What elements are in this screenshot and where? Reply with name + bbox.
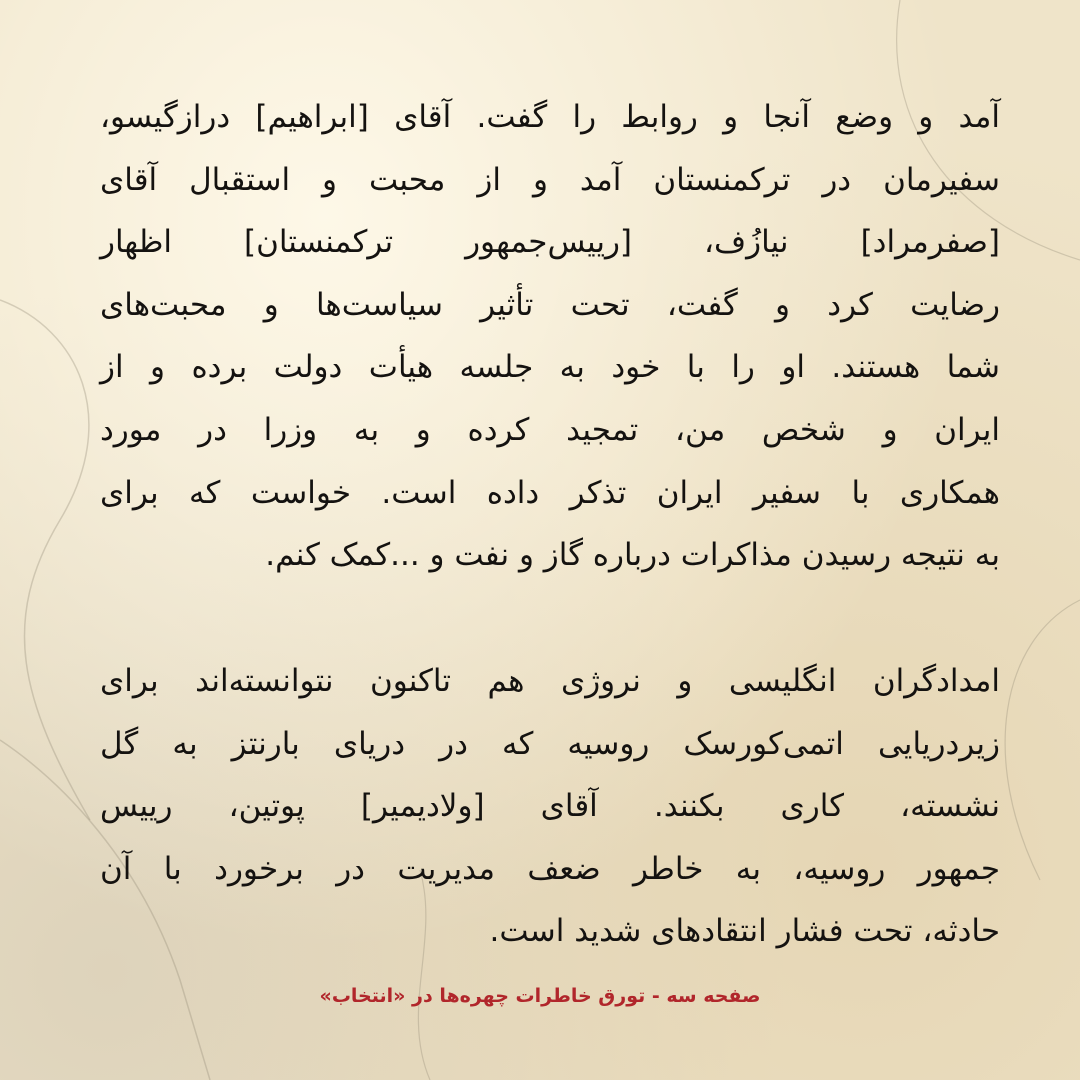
source-caption: صفحه سه - تورق خاطرات چهره‌ها در «انتخاب»: [319, 985, 761, 1007]
paragraph-1: [100, 86, 1000, 587]
text-line: جمهور روسیه، به خاطر ضعف مدیریت در برخورد با آن: [100, 850, 1000, 887]
text-line: رضایت کرد و گفت، تحت تأثیر سیاست‌ها و محبت‌های: [100, 286, 1000, 323]
text-line: به نتیجه رسیدن مذاکرات درباره گاز و نفت و ...کمک کنم.: [265, 537, 1000, 574]
text-line: نشسته، کاری بکنند. آقای [ولادیمیر] پوتین، رییس: [100, 788, 1000, 825]
text-line: حادثه، تحت فشار انتقادهای شدید است.: [489, 913, 1000, 950]
text-line: همکاری با سفیر ایران تذکر داده است. خواست که برای: [100, 474, 1000, 511]
paragraph-2: [100, 650, 1000, 963]
text-line: سفیرمان در ترکمنستان آمد و از محبت و استقبال آقای: [100, 161, 1000, 198]
text-line: ایران و شخص من، تمجید کرده و به وزرا در مورد: [100, 411, 1000, 448]
text-line: امدادگران انگلیسی و نروژی هم تاکنون نتوانسته‌اند برای: [100, 663, 1000, 699]
text-line: آمد و وضع آنجا و روابط را گفت. آقای [ابراهیم] درازگیسو،: [100, 99, 1000, 135]
text-line: شما هستند. او را با خود به جلسه هیأت دولت برده و از: [100, 349, 1000, 386]
text-line: زیردریایی اتمی‌کورسک روسیه که در دریای بارنتز به گل: [100, 725, 1000, 762]
text-line: [صفرمراد] نیازُف، [رییس‌جمهور ترکمنستان] اظهار: [100, 224, 1000, 261]
